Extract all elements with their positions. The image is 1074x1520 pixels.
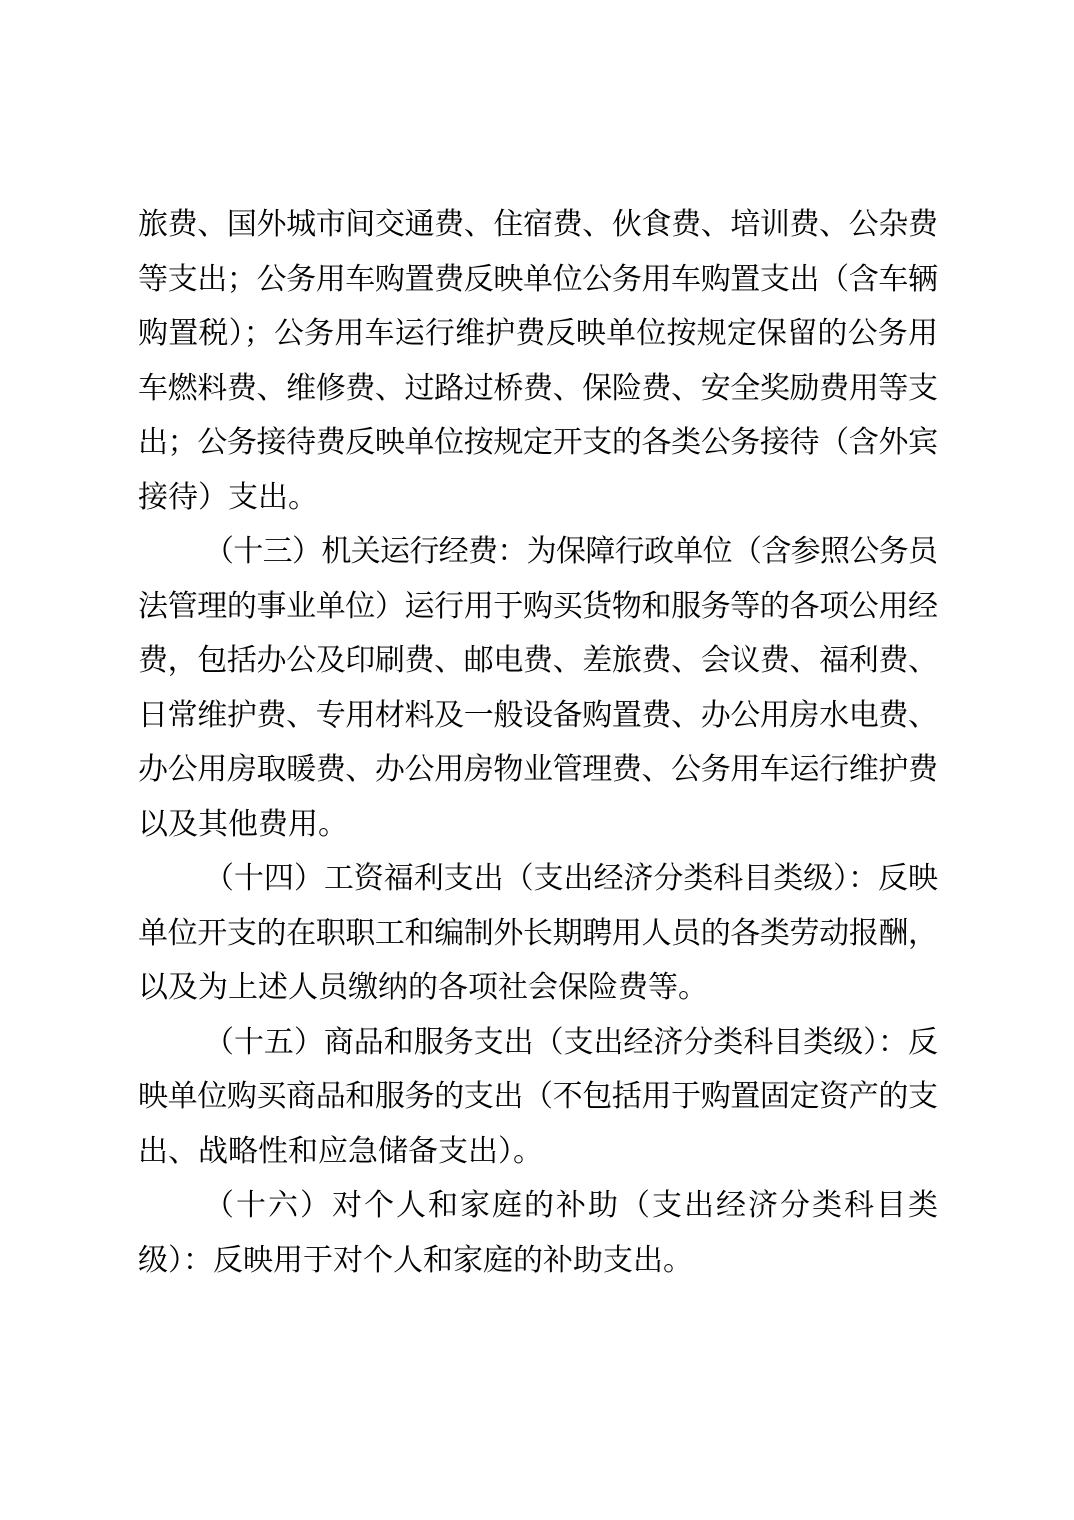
document-body (138, 198, 938, 1288)
text-line: 出；公务接待费反映单位按规定开支的各类公务接待（含外宾 (138, 425, 938, 460)
paragraph-14-wages-welfare (138, 852, 938, 1016)
text-line: 级）：反映用于对个人和家庭的补助支出。 (138, 1242, 693, 1278)
text-line: （十三）机关运行经费：为保障行政单位（含参照公务员 (204, 534, 938, 569)
text-line: 出、战略性和应急储备支出）。 (138, 1133, 543, 1169)
text-line: 日常维护费、专用材料及一般设备购置费、办公用房水电费、 (138, 697, 938, 733)
text-line: （十四）工资福利支出（支出经济分类科目类级）：反映 (204, 861, 938, 896)
text-line: 购置税）；公务用车运行维护费反映单位按规定保留的公务用 (138, 316, 938, 351)
paragraph-15-goods-services (138, 1016, 938, 1180)
text-line: 单位开支的在职职工和编制外长期聘用人员的各类劳动报酬， (138, 915, 938, 951)
paragraph-13-operating-expenses (138, 525, 938, 852)
text-line: 车燃料费、维修费、过路过桥费、保险费、安全奖励费用等支 (138, 370, 938, 406)
text-line: 以及为上述人员缴纳的各项社会保险费等。 (138, 970, 708, 1005)
paragraph-travel-expenses (138, 198, 938, 525)
text-line: （十五）商品和服务支出（支出经济分类科目类级）：反 (204, 1024, 938, 1060)
text-line: 等支出；公务用车购置费反映单位公务用车购置支出（含车辆 (138, 261, 938, 297)
text-line: 映单位购买商品和服务的支出（不包括用于购置固定资产的支 (138, 1079, 938, 1114)
text-line: 办公用房取暖费、办公用房物业管理费、公务用车运行维护费 (138, 752, 938, 787)
text-line: 法管理的事业单位）运行用于购买货物和服务等的各项公用经 (138, 588, 938, 624)
text-line: 以及其他费用。 (138, 806, 348, 842)
paragraph-16-household-subsidies (138, 1179, 938, 1288)
text-line: 旅费、国外城市间交通费、住宿费、伙食费、培训费、公杂费 (138, 207, 938, 242)
text-line: （十六）对个人和家庭的补助（支出经济分类科目类 (204, 1188, 938, 1223)
text-line: 费，包括办公及印刷费、邮电费、差旅费、会议费、福利费、 (138, 643, 938, 678)
text-line: 接待）支出。 (138, 479, 318, 515)
